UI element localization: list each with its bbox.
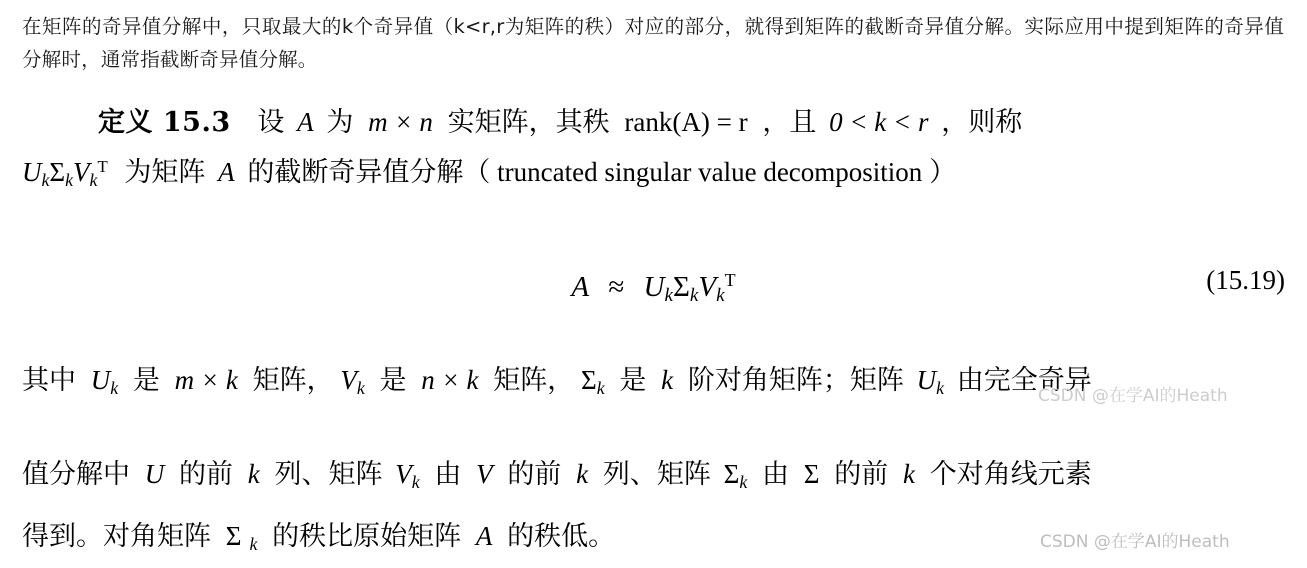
definition-text-5: 为矩阵: [124, 157, 206, 189]
body-dim-m-by-k: m × k: [174, 365, 238, 395]
body-line-3: [22, 514, 1292, 566]
equation-row: [0, 258, 1307, 310]
equation-number: (15.19): [1206, 265, 1285, 295]
equation-lhs: A: [571, 270, 590, 303]
body2-text-8: 的前: [834, 459, 889, 490]
display-equation: [0, 258, 1307, 318]
body2-text-5: 的前: [507, 459, 562, 490]
body2-text-9: 个对角线元素: [929, 459, 1092, 490]
english-term: truncated singular value decomposition: [497, 157, 923, 188]
body3-a-symbol: A: [475, 521, 493, 551]
definition-text-3: ，且: [762, 107, 817, 138]
body3-text-1: 得到。对角矩阵: [22, 521, 211, 552]
definition-text-1: 为: [326, 107, 354, 138]
body2-k2-symbol: k: [576, 459, 589, 489]
body-v-subscript: k: [356, 377, 365, 398]
equation-sigma: Σ: [673, 270, 690, 303]
body2-text-6: 列、矩阵: [602, 459, 711, 490]
body2-v2-symbol: V: [476, 459, 493, 489]
equation-relation: ≈: [608, 270, 625, 303]
intro-paragraph: 在矩阵的奇异值分解中，只取最大的k个奇异值（k<r,r为矩阵的秩）对应的部分，就得到矩阵的截断奇异值分解。实际应用中提到矩阵的奇异值分解时，通常指截断奇异值分解。: [22, 15, 1284, 71]
v-symbol: V: [73, 157, 90, 188]
body-dim-n-by-k: n × k: [421, 365, 479, 395]
watermark-faint: CSDN @在学AI的Heath: [1038, 386, 1228, 406]
body-line-2: [22, 452, 1292, 504]
body2-v-symbol: V: [395, 459, 412, 489]
equation-v-transpose: T: [724, 270, 736, 290]
equation-v: V: [698, 270, 717, 303]
body-line-1: [22, 358, 1292, 410]
watermark-solid: CSDN @在学AI的Heath: [1040, 532, 1230, 552]
sigma-symbol: Σ: [49, 157, 66, 188]
rank-expression: rank(A) = r: [624, 107, 748, 137]
body2-sigma-symbol: Σ: [723, 459, 740, 489]
v-subscript: k: [89, 170, 98, 191]
body3-sigma-subscript: k: [249, 533, 258, 554]
condition-expression: 0 < k < r: [829, 107, 929, 137]
body2-text-1: 值分解中: [22, 459, 130, 490]
body-text-2: 是: [132, 365, 160, 396]
definition-text-7: ）: [929, 157, 957, 189]
definition-lead-text: 设: [257, 107, 285, 138]
body-text-7: 阶对角矩阵；矩阵: [687, 365, 904, 396]
body2-v-subscript: k: [411, 471, 420, 492]
body-u-subscript: k: [110, 377, 119, 398]
definition-line-2: [20, 145, 1290, 202]
body-text-4: 是: [379, 365, 407, 396]
body2-text-7: 由: [762, 459, 789, 490]
equation-sigma-subscript: k: [689, 285, 699, 307]
matrix-a-symbol-2: A: [218, 157, 235, 188]
sigma-subscript: k: [65, 170, 74, 191]
definition-line-1: [20, 100, 1290, 145]
body-sigma-symbol: Σ: [580, 365, 597, 395]
matrix-a-symbol: A: [297, 107, 314, 137]
definition-text-4: ，则称: [941, 107, 1023, 138]
body-text-3: 矩阵，: [252, 365, 334, 396]
body3-text-3: 的秩低。: [507, 521, 616, 552]
body2-k1-symbol: k: [247, 459, 260, 489]
body-text-1: 其中: [22, 365, 76, 396]
u-symbol: U: [22, 157, 42, 188]
body-u2-subscript: k: [936, 377, 944, 398]
body2-text-3: 列、矩阵: [274, 459, 383, 490]
definition-block: [20, 100, 1290, 202]
v-transpose: T: [97, 157, 108, 176]
equation-v-subscript: k: [716, 285, 725, 307]
body3-sigma-symbol: Σ: [225, 521, 242, 551]
definition-label: 定义 15.3: [98, 107, 231, 138]
body-text-6: 是: [619, 365, 647, 396]
dimension-m-by-n: m × n: [368, 107, 433, 137]
body-k-symbol: k: [661, 365, 674, 395]
body-text-8: 由完全奇异: [956, 365, 1092, 396]
definition-text-2: 实矩阵，其秩: [447, 107, 610, 138]
body-sigma-subscript: k: [596, 377, 605, 398]
body-u2-symbol: U: [916, 365, 937, 395]
body2-text-2: 的前: [179, 459, 233, 490]
body2-sigma-subscript: k: [739, 471, 748, 492]
definition-text-6: 的截断奇异值分解（: [247, 157, 491, 189]
equation-u: U: [643, 270, 665, 303]
body2-sigma2-symbol: Σ: [803, 459, 820, 489]
body2-text-4: 由: [434, 459, 462, 490]
body-text-5: 矩阵，: [493, 365, 575, 396]
body2-u-symbol: U: [144, 459, 165, 489]
equation-u-subscript: k: [664, 285, 673, 307]
u-subscript: k: [41, 170, 50, 191]
body2-k3-symbol: k: [902, 459, 915, 489]
body-u-symbol: U: [90, 365, 111, 395]
body3-text-2: 的秩比原始矩阵: [272, 521, 462, 552]
body-v-symbol: V: [340, 365, 357, 395]
